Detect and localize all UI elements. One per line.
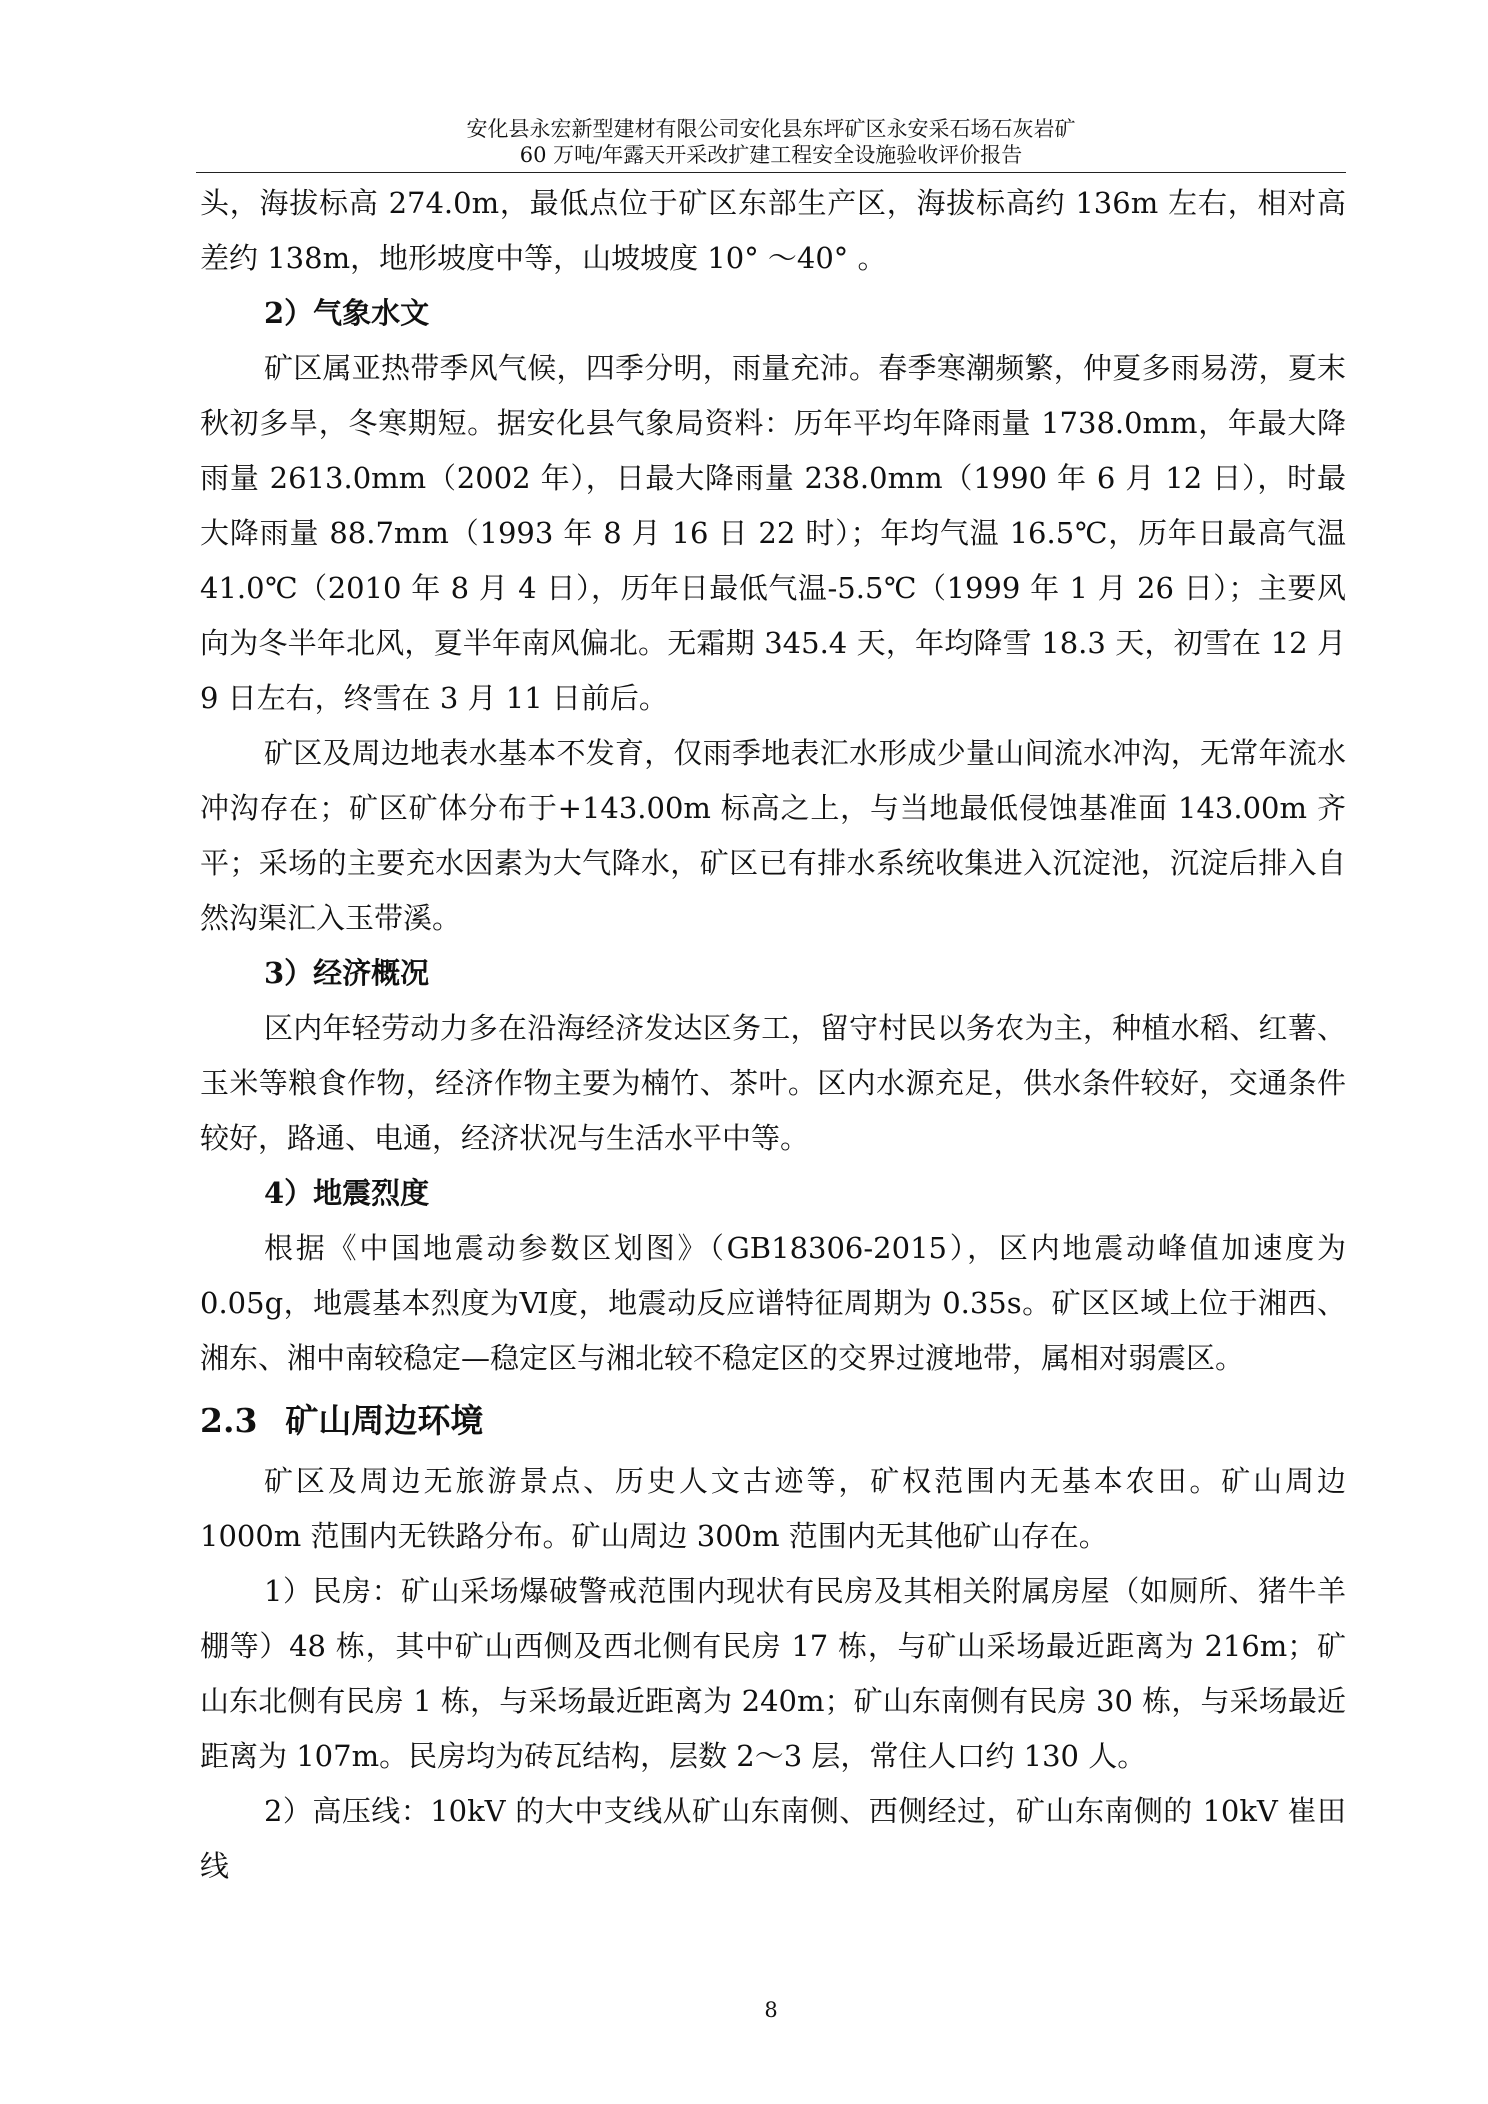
header-line-1: 安化县永宏新型建材有限公司安化县东坪矿区永安采石场石灰岩矿: [466, 117, 1076, 141]
paragraph-climate: 矿区属亚热带季风气候，四季分明，雨量充沛。春季寒潮频繁，仲夏多雨易涝，夏末秋初多旱，冬寒期短。据安化县气象局资料：历年平均年降雨量 1738.0mm，年最大降雨量 2613.0mm（2002 年），日最大降雨量 238.0mm（1990 年 6 月 12 日），时最大降雨量 88.7mm（1993 年 8 月 16 日 22 时）；年均气温 16.5℃，历年日最高气温 41.0℃（2010 年 8 月 4 日），历年日最低气温-5.5℃（1999 年 1 月 26 日）；主要风向为冬半年北风，夏半年南风偏北。无霜期 345.4 天，年均降雪 18.3 天，初雪在 12 月 9 日左右，终雪在 3 月 11 日前后。: [200, 351, 1346, 715]
subheading-economy: 3）经济概况: [264, 956, 430, 990]
paragraph-powerline: 2）高压线：10kV 的大中支线从矿山东南侧、西侧经过，矿山东南侧的 10kV 崔田线: [200, 1794, 1346, 1883]
body-text: [200, 176, 1346, 1894]
section-title: 矿山周边环境: [285, 1401, 484, 1440]
paragraph-economy: 区内年轻劳动力多在沿海经济发达区务工，留守村民以务农为主，种植水稻、红薯、玉米等粮食作物，经济作物主要为楠竹、茶叶。区内水源充足，供水条件较好，交通条件较好，路通、电通，经济状况与生活水平中等。: [200, 1011, 1346, 1155]
paragraph-hydrology: 矿区及周边地表水基本不发育，仅雨季地表汇水形成少量山间流水冲沟，无常年流水冲沟存在；矿区矿体分布于+143.00m 标高之上，与当地最低侵蚀基准面 143.00m 齐平；采场的主要充水因素为大气降水，矿区已有排水系统收集进入沉淀池，沉淀后排入自然沟渠汇入玉带溪。: [200, 736, 1346, 935]
paragraph-houses: 1）民房：矿山采场爆破警戒范围内现状有民房及其相关附属房屋（如厕所、猪牛羊棚等）48 栋，其中矿山西侧及西北侧有民房 17 栋，与矿山采场最近距离为 216m；矿山东北侧有民房 1 栋，与采场最近距离为 240m；矿山东南侧有民房 30 栋，与采场最近距离为 107m。民房均为砖瓦结构，层数 2～3 层，常住人口约 130 人。: [200, 1574, 1346, 1773]
subheading-seismic: 4）地震烈度: [264, 1176, 430, 1210]
subheading-climate: 2）气象水文: [264, 296, 430, 330]
paragraph-terrain: 头，海拔标高 274.0m，最低点位于矿区东部生产区，海拔标高约 136m 左右，相对高差约 138m，地形坡度中等，山坡坡度 10° ～40° 。: [200, 186, 1346, 275]
running-header: [196, 116, 1346, 168]
section-number: 2.3: [200, 1401, 258, 1440]
paragraph-environment: 矿区及周边无旅游景点、历史人文古迹等，矿权范围内无基本农田。矿山周边 1000m 范围内无铁路分布。矿山周边 300m 范围内无其他矿山存在。: [200, 1464, 1346, 1553]
section-heading: [200, 1390, 1346, 1452]
header-line-2: 60 万吨/年露天开采改扩建工程安全设施验收评价报告: [519, 143, 1023, 167]
paragraph-seismic: 根据《中国地震动参数区划图》（GB18306-2015），区内地震动峰值加速度为 0.05g，地震基本烈度为Ⅵ度，地震动反应谱特征周期为 0.35s。矿区区域上位于湘西、湘东、湘中南较稳定—稳定区与湘北较不稳定区的交界过渡地带，属相对弱震区。: [200, 1231, 1346, 1375]
header-divider: [196, 172, 1346, 173]
page-number: 8: [764, 1998, 778, 2022]
